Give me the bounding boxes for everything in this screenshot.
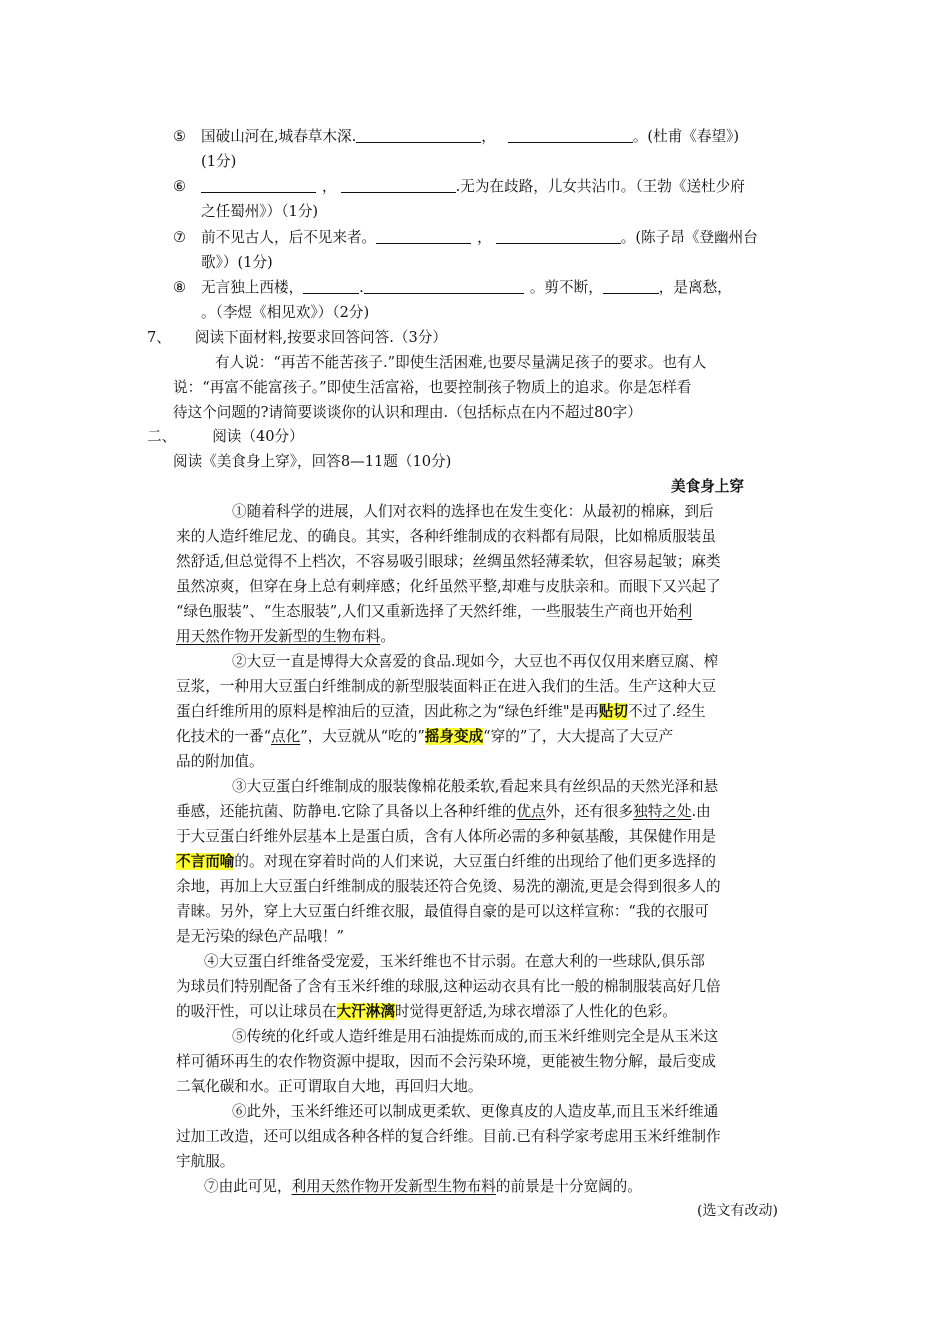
highlight-tiequie: 贴切 (598, 703, 629, 720)
q7-text-3: 待这个问题的?请简要谈谈你的认识和理由.（包括标点在内不超过80字） (173, 404, 642, 421)
q6-item-6-cont: 之任蜀州》）（1分) (201, 203, 319, 220)
para4-line2: 为球员们特别配备了含有玉米纤维的球服,这种运动衣具有比一般的棉制服装高好几倍 (176, 978, 721, 995)
para3-line5: 余地，再加上大豆蛋白纤维制成的服装还符合免烫、易洗的潮流,更是会得到很多人的 (176, 878, 721, 895)
para5-line1: ⑤传统的化纤或人造纤维是用石油提炼而成的,而玉米纤维则完全是从玉米这 (232, 1028, 719, 1045)
para1-line4: 虽然凉爽，但穿在身上总有刺痒感；化纤虽然平整,却难与皮肤亲和。而眼下又兴起了 (176, 578, 721, 595)
q6-item-6: ⑥ ， .无为在歧路，儿女共沾巾。（王勃《送杜少府 (173, 178, 745, 195)
para4-line1: ④大豆蛋白纤维备受宠爱，玉米纤维也不甘示弱。在意大利的一些球队,俱乐部 (204, 953, 705, 970)
answer-blank[interactable] (603, 279, 659, 294)
answer-blank[interactable] (364, 279, 524, 294)
para3-line2: 垂感，还能抗菌、防静电.它除了具备以上各种纤维的优点外，还有很多独特之处.由 (176, 803, 711, 820)
q7-text-2: 说：“再富不能富孩子。”即使生活富裕，也要控制孩子物质上的追求。你是怎样看 (173, 379, 692, 396)
highlight-yaoshenbiancheng: 摇身变成 (424, 728, 484, 745)
para6-line1: ⑥此外，玉米纤维还可以制成更柔软、更像真皮的人造皮革,而且玉米纤维通 (232, 1103, 719, 1120)
q6-item-8: ⑧ 无言独上西楼， . 。剪不断， ，是离愁， (173, 279, 732, 296)
article-title: 美食身上穿 (671, 478, 744, 495)
q6-item-7-cont: 歌》）(1分) (201, 254, 273, 271)
source-note: (选文有改动) (697, 1203, 778, 1219)
para2-line1: ②大豆一直是博得大众喜爱的食品.现如今，大豆也不再仅仅用来磨豆腐、榨 (232, 653, 719, 670)
q7-text-1: 有人说：“再苦不能苦孩子.”即使生活困难,也要尽量满足孩子的要求。也有人 (215, 354, 707, 371)
para3-line6: 青睐。另外，穿上大豆蛋白纤维衣服，最值得自豪的是可以这样宣称：“我的衣服可 (176, 903, 709, 920)
para1-line2: 来的人造纤维尼龙、的确良。其实，各种纤维制成的衣料都有局限，比如棉质服装虽 (176, 528, 716, 545)
para2-line5: 品的附加值。 (176, 753, 264, 770)
para3-line4: 不言而喻的。对现在穿着时尚的人们来说，大豆蛋白纤维的出现给了他们更多选择的 (176, 853, 716, 870)
para3-line1: ③大豆蛋白纤维制成的服装像棉花般柔软,看起来具有丝织品的天然光泽和悬 (232, 778, 719, 795)
highlight-dahanlinli: 大汗淋漓 (336, 1003, 395, 1020)
q6-item-5: ⑤ 国破山河在,城春草木深. ， 。(杜甫《春望》) (173, 128, 740, 145)
answer-blank[interactable] (376, 229, 471, 244)
para1-line5: “绿色服装”、“生态服装”,人们又重新选择了天然纤维，一些服装生产商也开始利 (176, 603, 693, 620)
answer-blank[interactable] (303, 279, 359, 294)
para5-line2: 样可循环再生的农作物资源中提取，因而不会污染环境，更能被生物分解，最后变成 (176, 1053, 716, 1070)
para2-line3: 蛋白纤维所用的原料是榨油后的豆渣，因此称之为“绿色纤维"是再贴切不过了.经生 (176, 703, 706, 720)
para6-line3: 宇航服。 (176, 1153, 235, 1170)
para6-line2: 过加工改造，还可以组成各种各样的复合纤维。目前.已有科学家考虑用玉米纤维制作 (176, 1128, 721, 1145)
para3-line7: 是无污染的绿色产品哦！” (176, 928, 344, 945)
highlight-buyaneryu: 不言而喻 (176, 853, 235, 870)
answer-blank[interactable] (508, 128, 633, 143)
reading-intro: 阅读《美食身上穿》，回答8—11题（10分) (173, 453, 452, 470)
para1-line6: 用天然作物开发新型的生物布料。 (176, 628, 395, 645)
answer-blank[interactable] (341, 178, 456, 193)
q7-header: 7、 阅读下面材料,按要求回答问答.（3分） (147, 329, 447, 346)
answer-blank[interactable] (496, 229, 621, 244)
q6-item-5-score: (1分) (201, 153, 237, 170)
para7-line1: ⑦由此可见，利用天然作物开发新型生物布料的前景是十分宽阔的。 (204, 1178, 642, 1195)
para1-line1: ①随着科学的进展，人们对衣料的选择也在发生变化：从最初的棉麻，到后 (232, 503, 714, 520)
q6-item-7: ⑦ 前不见古人，后不见来者。 ， 。(陈子昂《登幽州台 (173, 229, 758, 246)
para4-line3: 的吸汗性，可以让球员在大汗淋漓时觉得更舒适,为球衣增添了人性化的色彩。 (176, 1003, 677, 1020)
section-2-header: 二、 阅读（40分） (147, 428, 304, 445)
answer-blank[interactable] (356, 128, 481, 143)
answer-blank[interactable] (201, 178, 316, 193)
para2-line2: 豆浆，一种用大豆蛋白纤维制成的新型服装面料正在进入我们的生活。生产这种大豆 (176, 678, 716, 695)
para2-line4: 化技术的一番“点化”，大豆就从“吃的”摇身变成“穿的”了，大大提高了大豆产 (176, 728, 674, 745)
q6-item-8-cont: 。（李煜《相见欢》）（2分) (201, 304, 370, 321)
para1-line3: 然舒适,但总觉得不上档次，不容易吸引眼球；丝绸虽然轻薄柔软，但容易起皱；麻类 (176, 553, 721, 570)
para5-line3: 二氧化碳和水。正可谓取自大地，再回归大地。 (176, 1078, 483, 1095)
para3-line3: 于大豆蛋白纤维外层基本上是蛋白质，含有人体所必需的多种氨基酸，其保健作用是 (176, 828, 716, 845)
